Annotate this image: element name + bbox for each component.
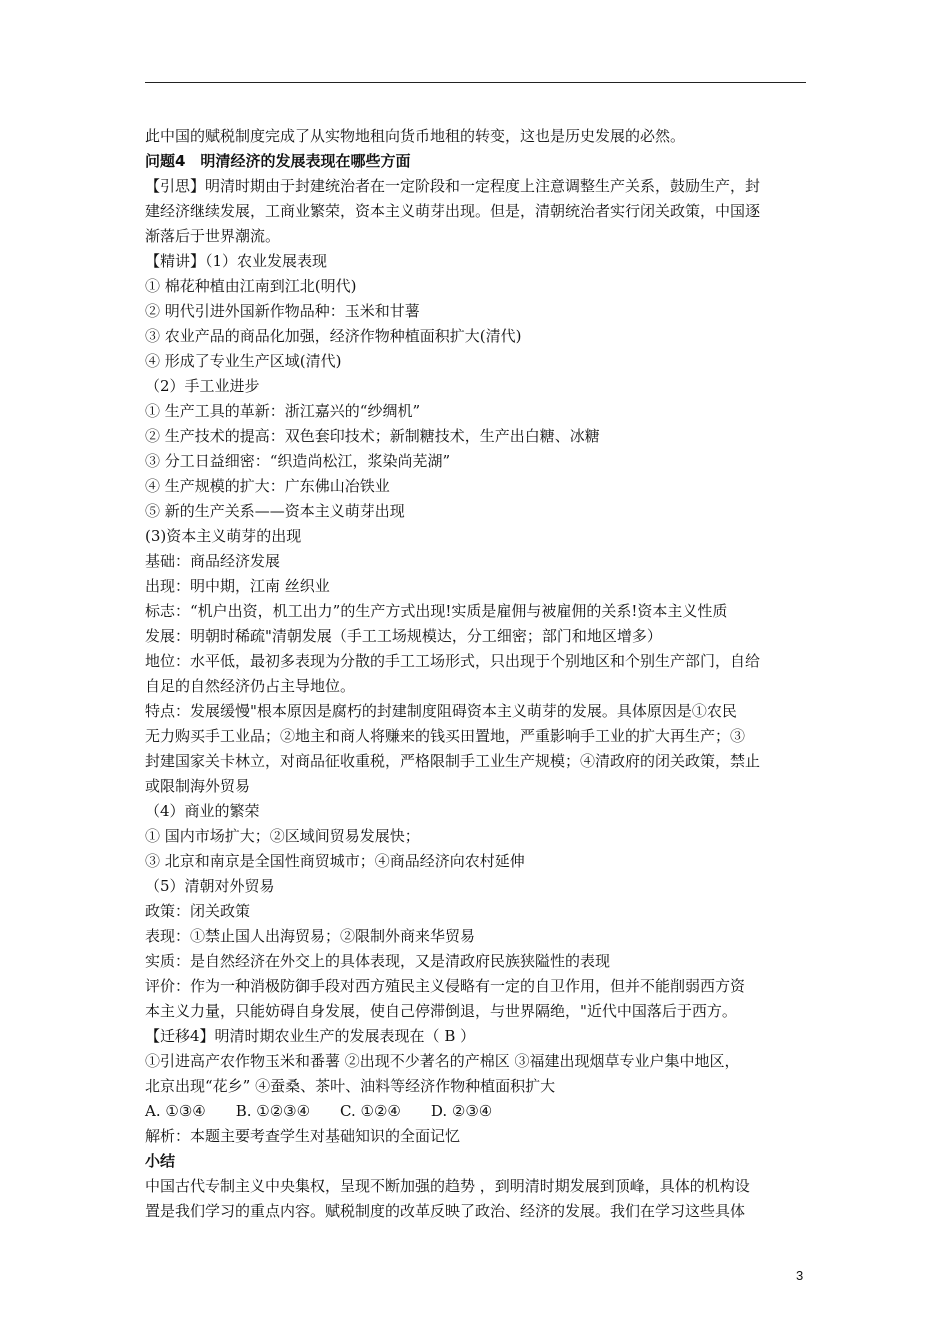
- text-line: ① 生产工具的革新：浙江嘉兴的“纱绸机”: [145, 402, 421, 420]
- text-line: 此中国的赋税制度完成了从实物地租向货币地租的转变，这也是历史发展的必然。: [145, 127, 686, 145]
- text-line: ③ 分工日益细密：“织造尚松江，浆染尚芜湖”: [145, 452, 451, 470]
- text-line: 建经济继续发展，工商业繁荣，资本主义萌芽出现。但是，清朝统治者实行闭关政策，中国逐: [145, 202, 761, 220]
- text-line: （2）手工业进步: [145, 377, 260, 395]
- text-line: 【引思】明清时期由于封建统治者在一定阶段和一定程度上注意调整生产关系，鼓励生产，封: [145, 177, 761, 195]
- section-heading: 小结: [145, 1152, 176, 1170]
- text-line: （4）商业的繁荣: [145, 802, 260, 820]
- text-line: ① 棉花种植由江南到江北(明代): [145, 277, 357, 295]
- text-line: 发展：明朝时稀疏"清朝发展（手工工场规模达，分工细密；部门和地区增多）: [145, 627, 662, 645]
- text-line: ⑤ 新的生产关系——资本主义萌芽出现: [145, 502, 405, 520]
- text-line: 置是我们学习的重点内容。赋税制度的改革反映了政治、经济的发展。我们在学习这些具体: [145, 1202, 746, 1220]
- text-line: 基础：商品经济发展: [145, 552, 281, 570]
- document-body: [145, 124, 810, 1224]
- header-rule: [145, 82, 806, 83]
- text-line: 【迁移4】明清时期农业生产的发展表现在（ B ）: [145, 1027, 476, 1045]
- text-line: 或限制海外贸易: [145, 777, 251, 795]
- page-number: 3: [796, 1268, 804, 1283]
- text-line: 中国古代专制主义中央集权，呈现不断加强的趋势 ，到明清时期发展到顶峰，具体的机构设: [145, 1177, 750, 1195]
- text-line: 自足的自然经济仍占主导地位。: [145, 677, 356, 695]
- text-line: ①引进高产农作物玉米和番薯 ②出现不少著名的产棉区 ③福建出现烟草专业户集中地区，: [145, 1052, 740, 1070]
- text-line: 【精讲】（1）农业发展表现: [145, 252, 328, 270]
- text-line: 特点：发展缓慢"根本原因是腐朽的封建制度阻碍资本主义萌芽的发展。具体原因是①农民: [145, 702, 737, 720]
- text-line: ④ 生产规模的扩大：广东佛山冶铁业: [145, 477, 390, 495]
- text-line: （5）清朝对外贸易: [145, 877, 275, 895]
- text-line: ① 国内市场扩大；②区域间贸易发展快；: [145, 827, 420, 845]
- text-line: 标志：“机户出资，机工出力”的生产方式出现!实质是雇佣与被雇佣的关系!资本主义性质: [145, 602, 728, 620]
- text-line: 北京出现“花乡” ④蚕桑、茶叶、油料等经济作物种植面积扩大: [145, 1077, 556, 1095]
- section-heading: 问题4 明清经济的发展表现在哪些方面: [145, 152, 411, 170]
- text-line: 本主义力量，只能妨碍自身发展，使自己停滞倒退，与世界隔绝，"近代中国落后于西方。: [145, 1002, 737, 1020]
- text-line: 渐落后于世界潮流。: [145, 227, 281, 245]
- text-line: 地位：水平低，最初多表现为分散的手工工场形式，只出现于个别地区和个别生产部门，自给: [145, 652, 761, 670]
- text-line: 政策：闭关政策: [145, 902, 251, 920]
- text-line: 出现：明中期，江南 丝织业: [145, 577, 330, 595]
- text-line: ③ 北京和南京是全国性商贸城市；④商品经济向农村延伸: [145, 852, 525, 870]
- text-line: ② 生产技术的提高：双色套印技术；新制糖技术，生产出白糖、冰糖: [145, 427, 600, 445]
- text-line: ④ 形成了专业生产区域(清代): [145, 352, 342, 370]
- text-line: 评价：作为一种消极防御手段对西方殖民主义侵略有一定的自卫作用，但并不能削弱西方资: [145, 977, 746, 995]
- text-line: 解析：本题主要考查学生对基础知识的全面记忆: [145, 1127, 461, 1145]
- text-line: 表现：①禁止国人出海贸易；②限制外商来华贸易: [145, 927, 476, 945]
- text-line: 实质：是自然经济在外交上的具体表现，又是清政府民族狭隘性的表现: [145, 952, 611, 970]
- text-line: 无力购买手工业品；②地主和商人将赚来的钱买田置地，严重影响手工业的扩大再生产；③: [145, 727, 746, 745]
- text-line: A. ①③④ B. ①②③④ C. ①②④ D. ②③④: [145, 1102, 493, 1120]
- text-line: ③ 农业产品的商品化加强，经济作物种植面积扩大(清代): [145, 327, 522, 345]
- text-line: ② 明代引进外国新作物品种：玉米和甘薯: [145, 302, 420, 320]
- text-line: 封建国家关卡林立，对商品征收重税，严格限制手工业生产规模；④清政府的闭关政策，禁止: [145, 752, 761, 770]
- text-line: (3)资本主义萌芽的出现: [145, 527, 302, 545]
